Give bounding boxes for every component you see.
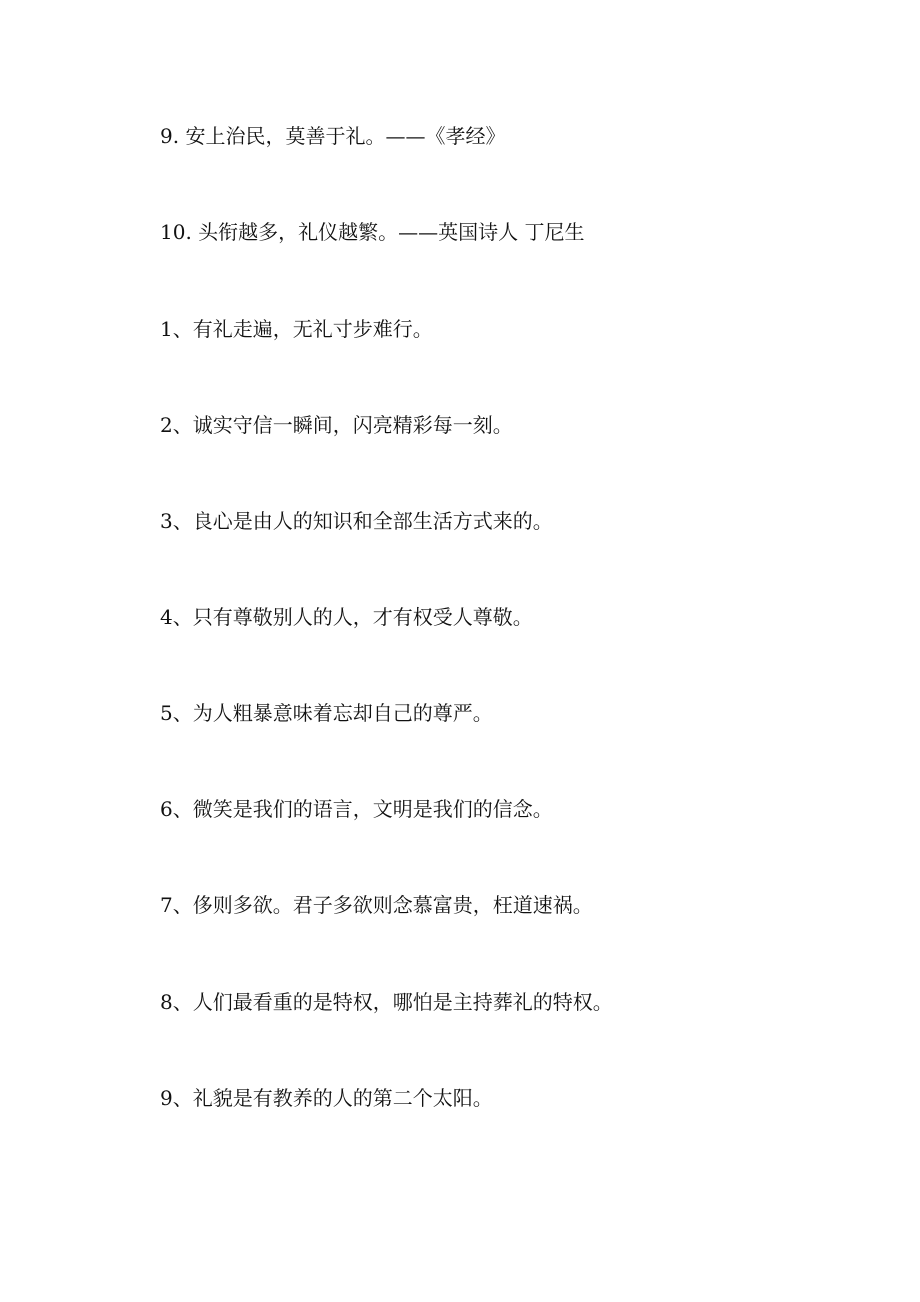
quote-line: 5、为人粗暴意味着忘却自己的尊严。 — [160, 701, 493, 725]
quote-line: 6、微笑是我们的语言，文明是我们的信念。 — [160, 797, 553, 821]
quote-line: 2、诚实守信一瞬间，闪亮精彩每一刻。 — [160, 413, 513, 437]
quote-line: 7、侈则多欲。君子多欲则念慕富贵，枉道速祸。 — [160, 893, 593, 917]
quote-line: 9. 安上治民，莫善于礼。——《孝经》 — [160, 124, 506, 148]
quote-line: 10. 头衔越多，礼仪越繁。——英国诗人 丁尼生 — [160, 220, 585, 244]
quote-line: 4、只有尊敬别人的人，才有权受人尊敬。 — [160, 605, 533, 629]
quote-line: 8、人们最看重的是特权，哪怕是主持葬礼的特权。 — [160, 990, 613, 1014]
quote-line: 1、有礼走遍，无礼寸步难行。 — [160, 317, 433, 341]
quote-line: 9、礼貌是有教养的人的第二个太阳。 — [160, 1086, 493, 1110]
quote-line: 3、良心是由人的知识和全部生活方式来的。 — [160, 509, 553, 533]
